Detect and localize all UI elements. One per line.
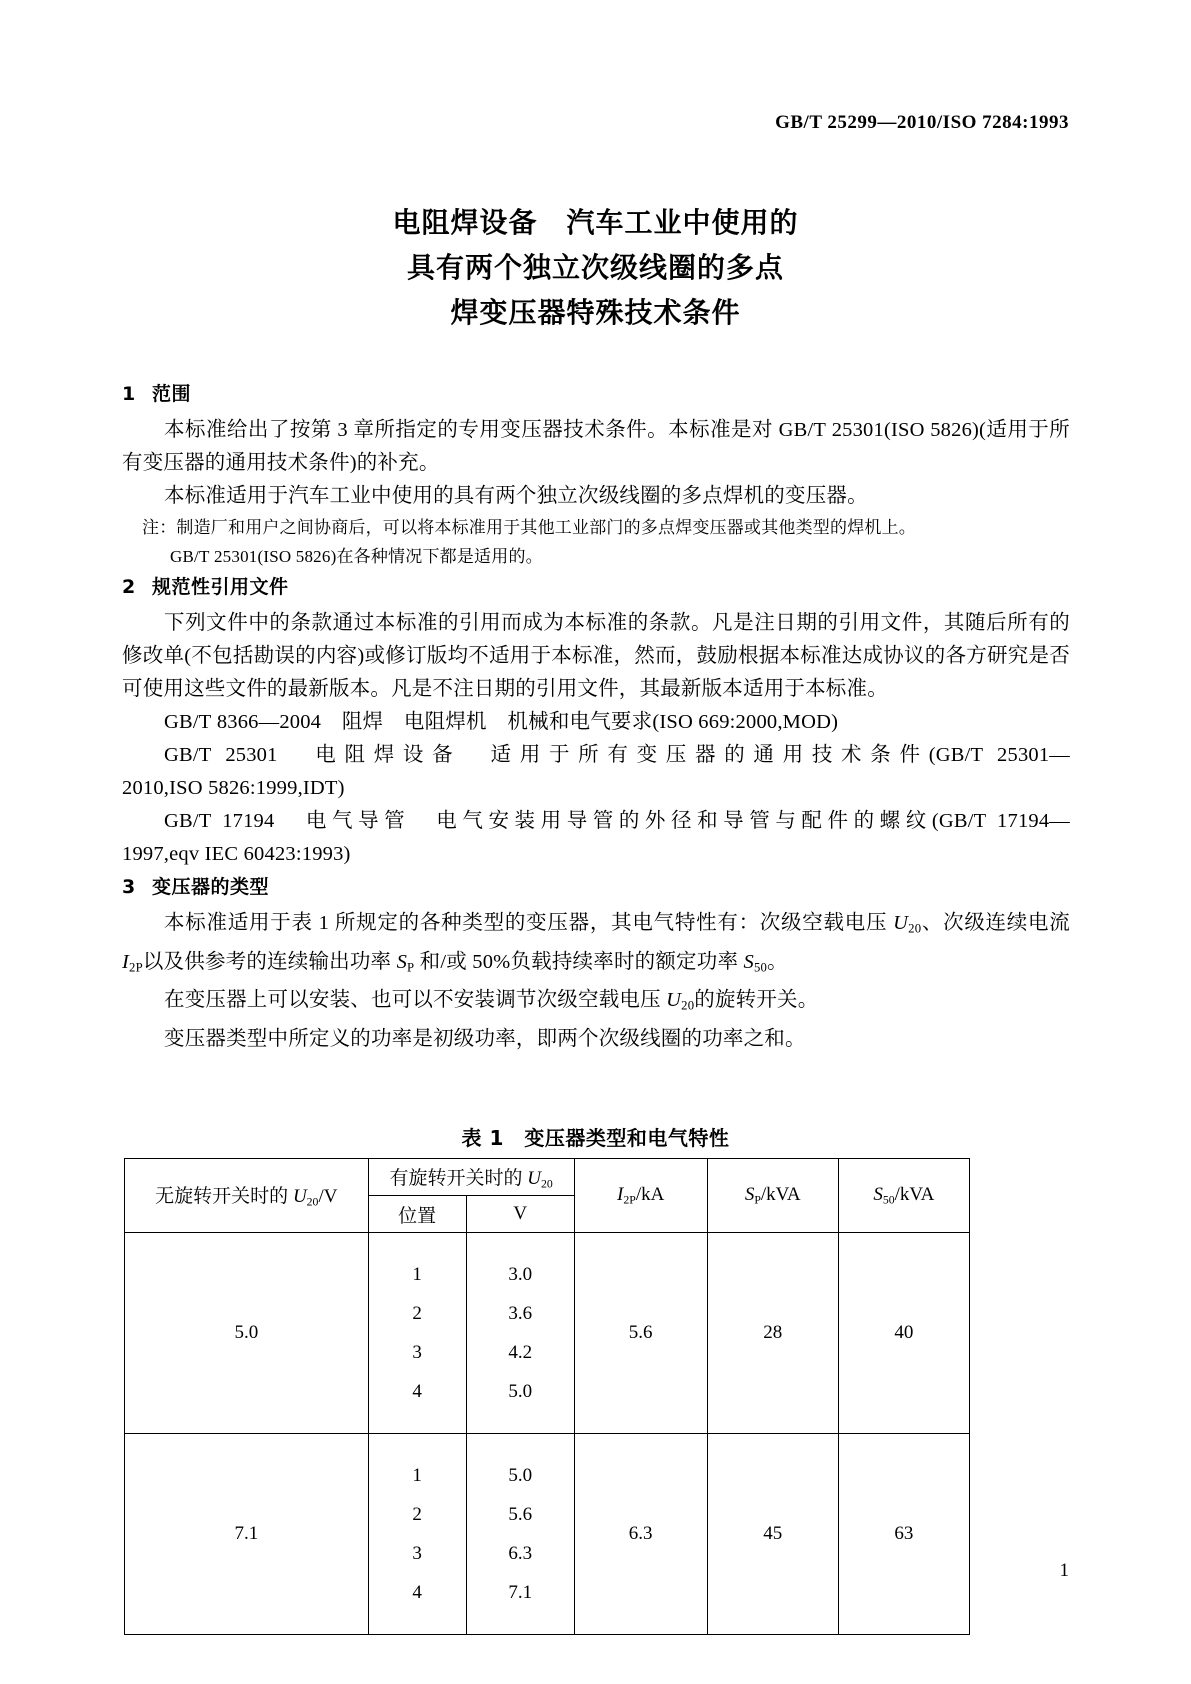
page-number: 1 <box>1059 1560 1069 1581</box>
section-2-reference-2: GB/T 25301 电阻焊设备 适用于所有变压器的通用技术条件(GB/T 25301—2010,ISO 5826:1999,IDT) <box>122 744 1070 799</box>
cell-i2p-row1: 5.6 <box>574 1233 707 1434</box>
cell-u20-no-switch-row1: 5.0 <box>125 1233 369 1434</box>
cell-positions-row1: 1 2 3 4 <box>368 1233 466 1434</box>
section-heading-1 <box>122 378 1070 410</box>
cell-volts-row1: 3.0 3.6 4.2 5.0 <box>466 1233 574 1434</box>
section-title-2: 规范性引用文件 <box>152 576 289 598</box>
cell-s50-row2: 63 <box>838 1434 969 1635</box>
table-header-row-1 <box>125 1159 970 1196</box>
title-line-2: 具有两个独立次级线圈的多点 <box>406 251 784 284</box>
table-header-u20-with-switch-group: 有旋转开关时的 $U_{20}$ <box>368 1159 574 1196</box>
cell-s50-row1: 40 <box>838 1233 969 1434</box>
running-header-standard-code: GB/T 25299—2010/ISO 7284:1993 <box>775 112 1069 133</box>
table-header-s50: $S_{50}$/kVA <box>838 1159 969 1233</box>
section-3-paragraph-2: 在变压器上可以安装、也可以不安装调节次级空载电压 $U_{20}$的旋转开关。 <box>164 989 819 1013</box>
cell-sp-row1: 28 <box>707 1233 838 1434</box>
table-header-i2p: $I_{2P}/kA$ <box>574 1159 707 1233</box>
section-2-reference-1: GB/T 8366—2004 阻焊 电阻焊机 机械和电气要求(ISO 669:2000,MOD) <box>164 711 839 733</box>
section-1-note-line-1: 注：制造厂和用户之间协商后，可以将本标准用于其他工业部门的多点焊变压器或其他类型的焊机上。 <box>142 518 916 537</box>
section-number-2: 2 <box>122 576 136 598</box>
section-heading-3 <box>122 871 1070 903</box>
section-number-3: 3 <box>122 876 136 898</box>
section-title-3: 变压器的类型 <box>152 876 270 898</box>
table-1-transformer-types <box>124 1158 970 1635</box>
section-heading-2 <box>122 571 1070 603</box>
section-2-reference-3: GB/T 17194 电气导管 电气安装用导管的外径和导管与配件的螺纹(GB/T 17194—1997,eqv IEC 60423:1993) <box>122 810 1070 865</box>
section-1-paragraph-2: 本标准适用于汽车工业中使用的具有两个独立次级线圈的多点焊机的变压器。 <box>164 485 868 507</box>
table-1-caption: 表 1 变压器类型和电气特性 <box>461 1126 730 1150</box>
section-3-paragraph-1: 本标准适用于表 1 所规定的各种类型的变压器，其电气特性有：次级空载电压 $U_{20}$、次级连续电流 $I_{2P}$以及供参考的连续输出功率 $S_P$ 和/或 50%负载持续率时的额定功率 $S_{50}$。 <box>122 912 1070 975</box>
document-body <box>122 378 1070 1056</box>
section-number-1: 1 <box>122 383 136 405</box>
section-1-paragraph-1: 本标准给出了按第 3 章所指定的专用变压器技术条件。本标准是对 GB/T 25301(ISO 5826)(适用于所有变压器的通用技术条件)的补充。 <box>122 419 1070 474</box>
document-title <box>0 200 1191 335</box>
table-row <box>125 1434 970 1635</box>
table-header-sp: $S_P$/kVA <box>707 1159 838 1233</box>
cell-i2p-row2: 6.3 <box>574 1434 707 1635</box>
table-header-u20-no-switch: 无旋转开关时的 $U_{20}/V$ <box>125 1159 369 1233</box>
cell-u20-no-switch-row2: 7.1 <box>125 1434 369 1635</box>
cell-positions-row2: 1 2 3 4 <box>368 1434 466 1635</box>
cell-sp-row2: 45 <box>707 1434 838 1635</box>
table-header-voltage: V <box>466 1196 574 1233</box>
section-title-1: 范围 <box>152 383 192 405</box>
section-3-paragraph-3: 变压器类型中所定义的功率是初级功率，即两个次级线圈的功率之和。 <box>164 1027 806 1050</box>
title-line-3: 焊变压器特殊技术条件 <box>450 296 741 329</box>
section-1-note-line-2: GB/T 25301(ISO 5826)在各种情况下都是适用的。 <box>170 547 543 566</box>
section-2-paragraph-1: 下列文件中的条款通过本标准的引用而成为本标准的条款。凡是注日期的引用文件，其随后所有的修改单(不包括勘误的内容)或修订版均不适用于本标准，然而，鼓励根据本标准达成协议的各方研究是否可使用这些文件的最新版本。凡是不注日期的引用文件，其最新版本适用于本标准。 <box>122 612 1070 700</box>
cell-volts-row2: 5.0 5.6 6.3 7.1 <box>466 1434 574 1635</box>
table-row <box>125 1233 970 1434</box>
table-header-position: 位置 <box>368 1196 466 1233</box>
title-line-1: 电阻焊设备 汽车工业中使用的 <box>392 206 799 239</box>
